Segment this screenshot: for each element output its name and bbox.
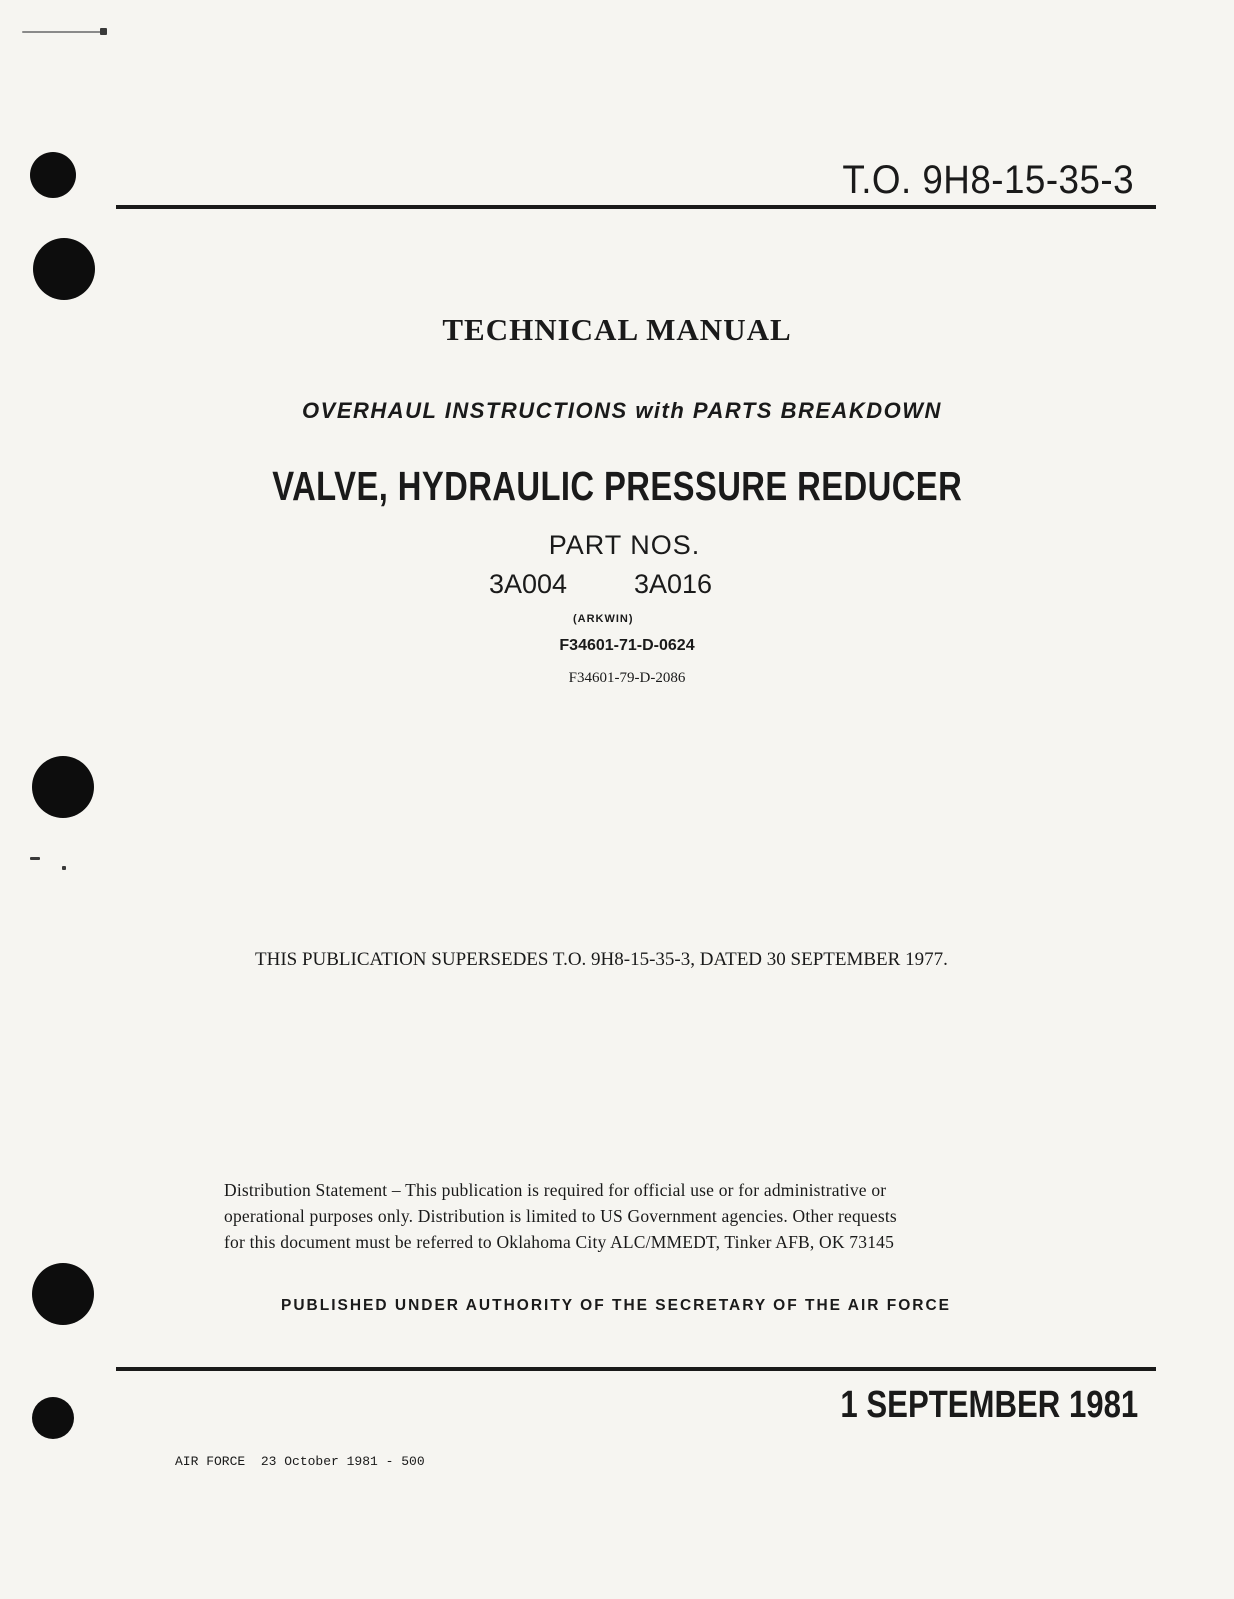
subtitle: OVERHAUL INSTRUCTIONS with PARTS BREAKDOWN	[302, 398, 942, 423]
document-title	[0, 463, 1234, 510]
distribution-line: operational purposes only. Distribution is limited to US Government agencies. Other requests	[224, 1206, 897, 1226]
binder-hole	[32, 756, 94, 818]
distribution-statement	[224, 1177, 897, 1255]
publication-date-text: 1 SEPTEMBER 1981	[840, 1384, 1138, 1426]
scan-speck	[22, 31, 106, 33]
distribution-line: Distribution Statement – This publication is required for official use or for administrative or	[224, 1180, 887, 1200]
binder-hole	[30, 152, 76, 198]
document-title-text: VALVE, HYDRAULIC PRESSURE REDUCER	[272, 463, 962, 509]
binder-hole	[32, 1263, 94, 1325]
binder-hole	[33, 238, 95, 300]
footer-rule	[116, 1367, 1156, 1371]
doc-type: TECHNICAL MANUAL	[442, 312, 792, 347]
distribution-line: for this document must be referred to Oklahoma City ALC/MMEDT, Tinker AFB, OK 73145	[224, 1232, 895, 1252]
scan-speck	[30, 857, 40, 860]
supersedes-notice: THIS PUBLICATION SUPERSEDES T.O. 9H8-15-35-3, DATED 30 SEPTEMBER 1977.	[255, 949, 948, 970]
scan-speck	[62, 866, 66, 870]
binder-hole	[32, 1397, 74, 1439]
manufacturer: (ARKWIN)	[573, 613, 634, 625]
contract-number: F34601-79-D-2086	[568, 670, 686, 686]
scan-speck	[100, 28, 107, 35]
header-rule	[116, 205, 1156, 209]
contract-number: F34601-71-D-0624	[559, 637, 695, 654]
part-number: 3A016	[634, 569, 713, 599]
authority-statement: PUBLISHED UNDER AUTHORITY OF THE SECRETARY OF THE AIR FORCE	[281, 1297, 951, 1314]
print-line: AIR FORCE 23 October 1981 - 500	[175, 1454, 425, 1469]
part-number: 3A004	[489, 569, 568, 599]
part-nos-label: PART NOS.	[548, 530, 701, 560]
to-number: T.O. 9H8-15-35-3	[842, 158, 1134, 202]
publication-date	[775, 1384, 1138, 1427]
